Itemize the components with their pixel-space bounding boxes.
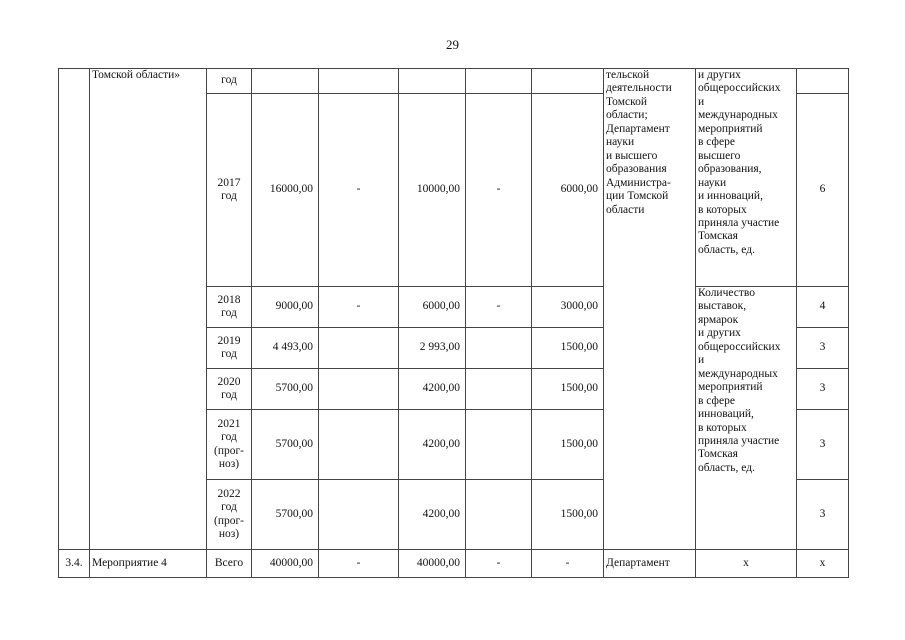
text-line: мероприятий [698,122,763,135]
text-line: (прог- [213,444,245,457]
text-line: образования [606,163,667,176]
year-cell [207,287,252,328]
text-line: и инноваций, [698,190,763,203]
performer-cell [604,69,696,550]
program-table [58,68,849,578]
text-line: в которых [698,203,747,216]
table-row [59,69,849,94]
text-line: год [221,348,237,360]
text-line: Томская [698,230,738,243]
text-line: год [221,190,237,202]
text-line: ноз) [218,457,240,470]
text-line: и [698,95,705,108]
text-line: год [221,307,237,319]
local-cell [466,410,532,480]
indicator-value-cell: 3 [797,410,849,480]
text-line: высшего [698,149,741,162]
text-line: 2021 [217,417,241,430]
federal-cell [319,369,399,410]
total-cell [252,69,319,94]
text-line: мероприятий [698,381,763,394]
text-line: область, ед. [698,243,755,256]
text-line: выставок, [698,300,747,313]
text-line: 2020 [217,375,241,388]
text-line: 2019 [217,334,241,347]
year-cell [207,94,252,287]
text-line: ции Томской [606,190,669,203]
text-line: и других [698,327,741,340]
text-line: и [698,354,705,367]
federal-cell [319,410,399,480]
local-cell [466,328,532,369]
indicator-text [698,287,794,475]
federal-cell [319,69,399,94]
indicator-value-cell: 3 [797,480,849,550]
text-line: науки [606,136,635,149]
total-cell: 40000,00 [252,550,319,578]
indicator-text [698,69,794,257]
text-line: область, ед. [698,461,755,474]
total-cell: 5700,00 [252,369,319,410]
indicator-value-cell: 4 [797,287,849,328]
text-line: год [221,431,237,444]
federal-cell: - [319,550,399,578]
text-line: год [221,389,237,401]
regional-cell [399,69,466,94]
federal-cell: - [319,287,399,328]
other-cell: 1500,00 [532,410,604,480]
table-row [59,550,849,578]
text-line: области [606,203,645,216]
other-cell: 1500,00 [532,328,604,369]
text-line: в которых [698,421,747,434]
regional-cell: 4200,00 [399,410,466,480]
local-cell [466,369,532,410]
event-name-cell [90,69,207,550]
text-line: общероссийских [698,340,781,353]
indicator-value-cell: 3 [797,328,849,369]
text-line: образования, [698,163,762,176]
federal-cell [319,480,399,550]
text-line: науки [698,176,727,189]
text-line: общероссийских [698,82,781,95]
text-line: (прог- [213,514,245,527]
text-line: международных [698,367,778,380]
year-cell: Всего [207,550,252,578]
indicator-value-cell [797,69,849,94]
total-cell: 9000,00 [252,287,319,328]
regional-cell: 10000,00 [399,94,466,287]
local-cell: - [466,287,532,328]
text-line: год [221,501,237,514]
text-line: 2017 [217,176,241,189]
indicator-value-cell: 6 [797,94,849,287]
text-line: международных [698,109,778,122]
total-cell: 16000,00 [252,94,319,287]
text-line: в сфере [698,394,735,407]
local-cell [466,480,532,550]
other-cell: 1500,00 [532,480,604,550]
text-line: Томская [698,448,738,461]
text-line: инноваций, [698,408,754,421]
regional-cell: 6000,00 [399,287,466,328]
regional-cell: 4200,00 [399,480,466,550]
event-name-cell: Мероприятие 4 [90,550,207,578]
total-cell: 4 493,00 [252,328,319,369]
text-line: ноз) [218,527,240,540]
text-line: и высшего [606,149,658,162]
other-cell: 3000,00 [532,287,604,328]
federal-cell: - [319,94,399,287]
local-cell [466,69,532,94]
total-cell: 5700,00 [252,480,319,550]
text-line: 2018 [217,293,241,306]
text-line: тельской [606,69,650,81]
text-line: Администра- [606,176,671,189]
text-line: приняла участие [698,434,780,447]
performer-cell: Департамент [604,550,696,578]
indicator-value-cell: 3 [797,369,849,410]
year-cell [207,328,252,369]
federal-cell [319,328,399,369]
total-cell: 5700,00 [252,410,319,480]
text-line: ярмарок [698,313,739,326]
text-line: Департамент [606,122,670,135]
page-number: 29 [446,37,459,52]
num-cell [59,69,90,550]
text-line: Количество [698,287,755,299]
performer-text [606,69,693,217]
text-line: в сфере [698,136,735,149]
text-line: Томской [606,95,647,108]
indicator-cell [696,287,797,550]
year-cell [207,410,252,480]
text-line: приняла участие [698,216,780,229]
text-line: 2022 [217,487,241,500]
other-cell: 1500,00 [532,369,604,410]
other-cell [532,69,604,94]
regional-cell: 40000,00 [399,550,466,578]
text-line: деятельности [606,82,672,95]
year-cell: год [207,69,252,94]
indicator-cell: x [696,550,797,578]
regional-cell: 2 993,00 [399,328,466,369]
regional-cell: 4200,00 [399,369,466,410]
indicator-cell [696,69,797,287]
text-line: и других [698,69,741,81]
year-cell [207,480,252,550]
other-cell: 6000,00 [532,94,604,287]
year-cell [207,369,252,410]
num-cell: 3.4. [59,550,90,578]
event-name: Томской области» [92,69,181,81]
indicator-value-cell: x [797,550,849,578]
text-line: области; [606,109,648,122]
other-cell: - [532,550,604,578]
local-cell: - [466,94,532,287]
local-cell: - [466,550,532,578]
